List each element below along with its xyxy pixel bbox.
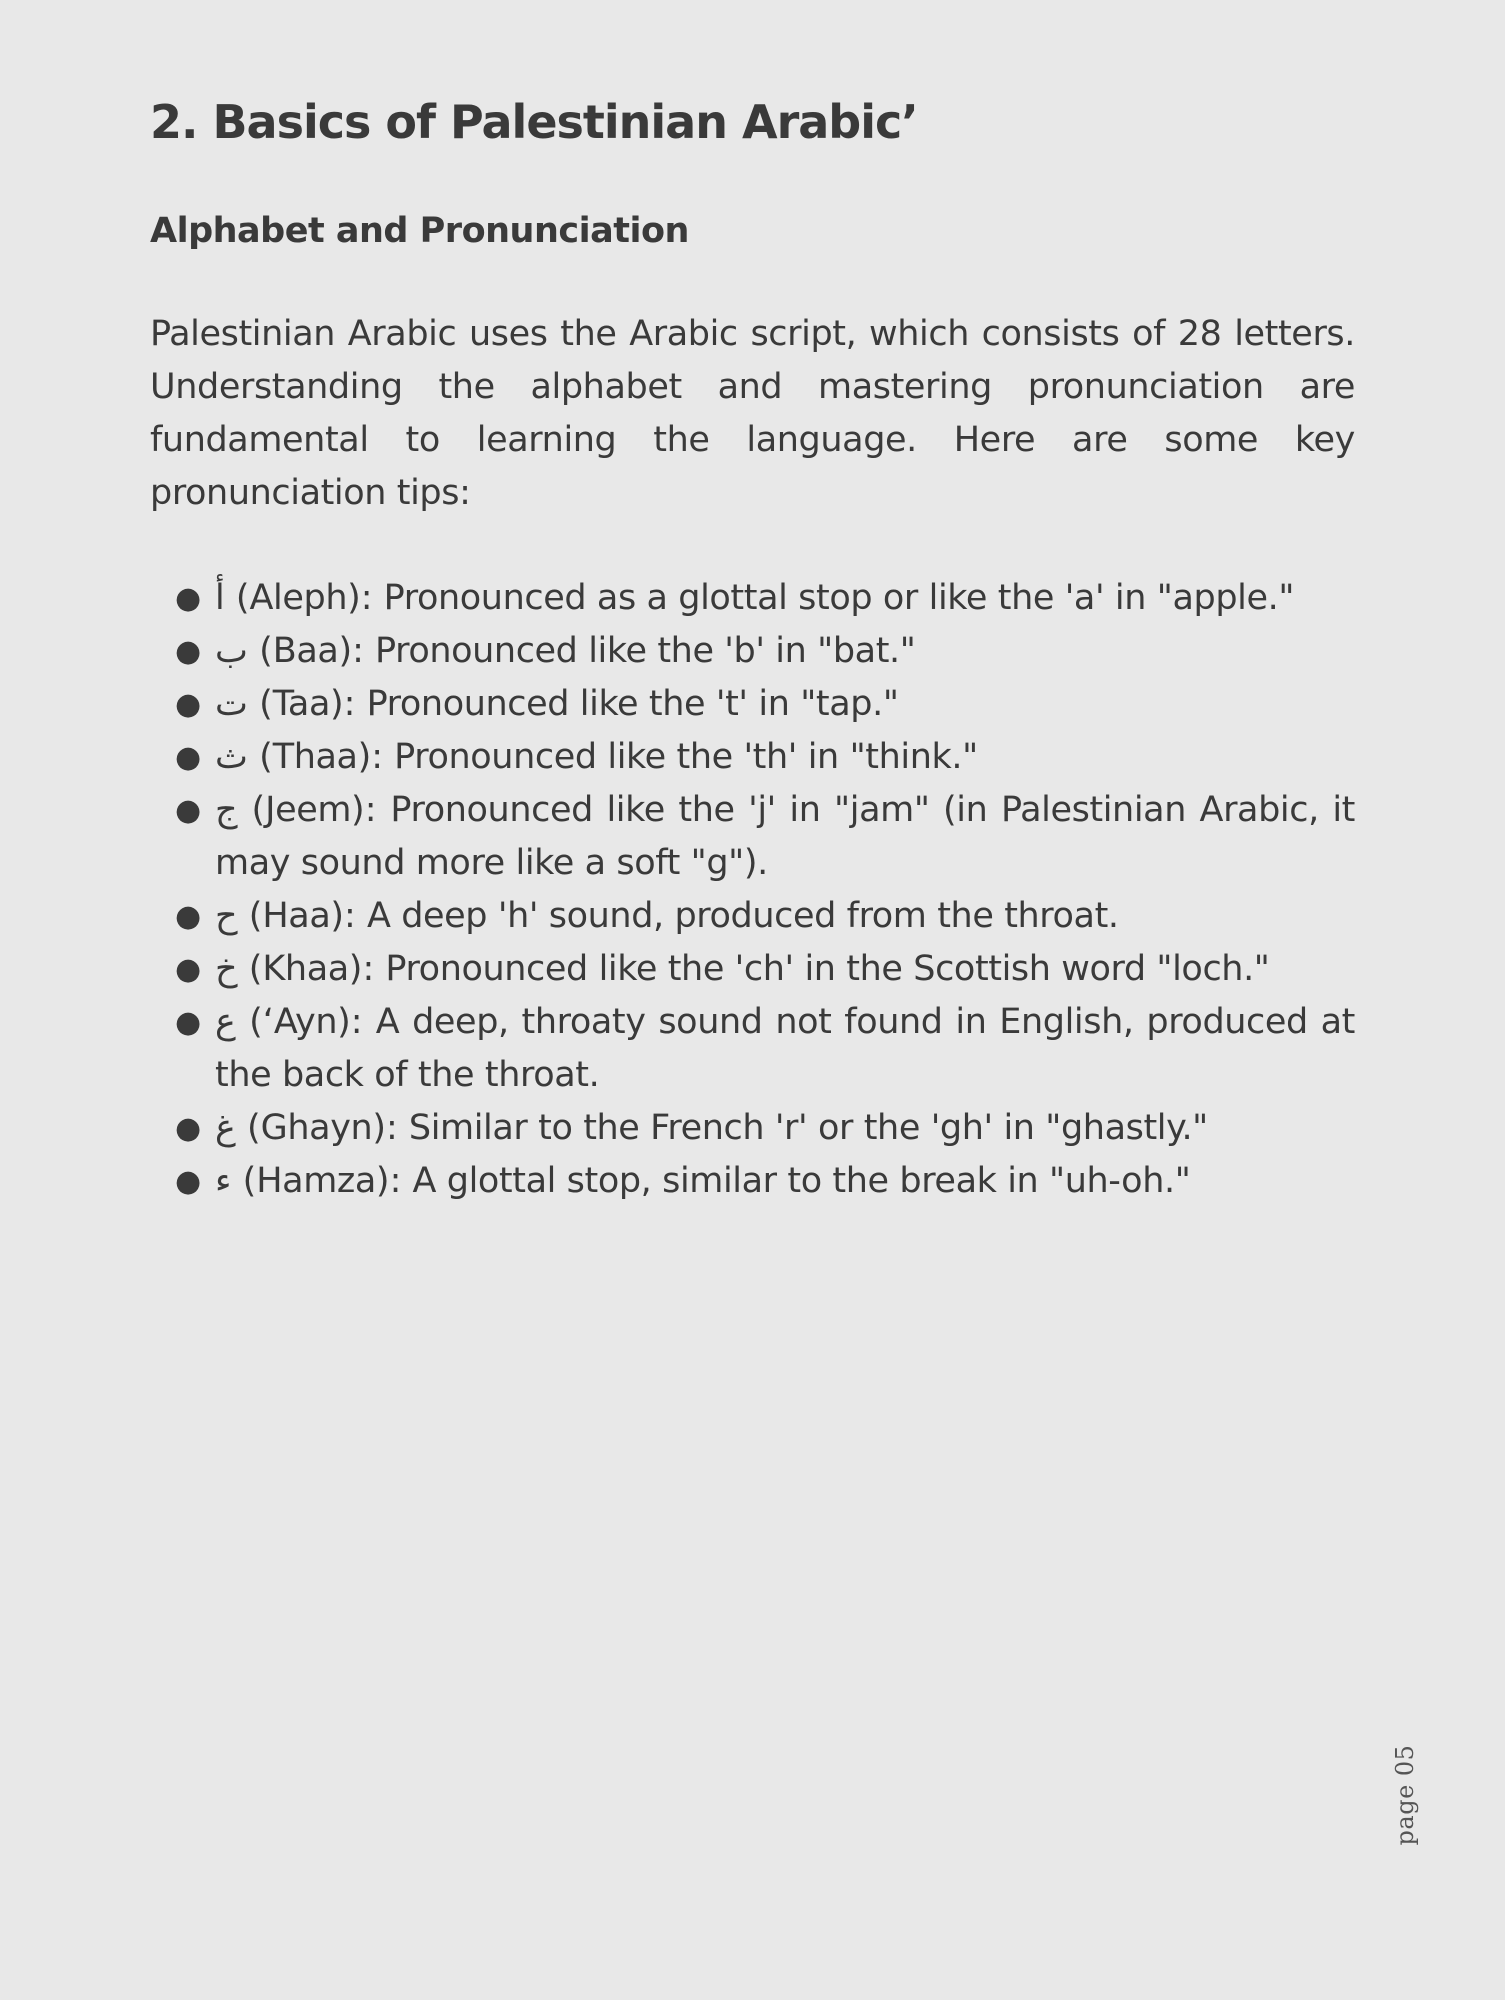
bullet-icon: ● <box>175 793 201 828</box>
list-item <box>175 731 1355 784</box>
list-item <box>175 943 1355 996</box>
bullet-icon: ● <box>175 899 201 934</box>
subsection-heading: Alphabet and Pronunciation <box>150 211 689 251</box>
document-page <box>150 90 1355 1208</box>
arabic-letter: ث <box>215 737 248 777</box>
bullet-icon: ● <box>175 634 201 669</box>
list-item <box>175 678 1355 731</box>
page-number: page 05 <box>1391 1744 1419 1846</box>
intro-paragraph: Palestinian Arabic uses the Arabic script, which consists of 28 letters. Understanding the alphabet and mastering pronunciation are fundamental to learning the language. Here are some key pronunciation tips: <box>150 314 1355 513</box>
tip-text: (‘Ayn): A deep, throaty sound not found in English, produced at the back of the throat. <box>215 1002 1355 1095</box>
tip-text: (Jeem): Pronounced like the 'j' in "jam" (in Palestinian Arabic, it may sound more like a soft "g"). <box>215 790 1355 883</box>
section-heading: 2. Basics of Palestinian Arabic’ <box>150 95 918 149</box>
tip-text: (Hamza): A glottal stop, similar to the break in "uh-oh." <box>231 1161 1191 1201</box>
bullet-icon: ● <box>175 1005 201 1040</box>
arabic-letter: خ <box>215 949 238 989</box>
tip-text: (Taa): Pronounced like the 't' in "tap." <box>247 684 899 724</box>
list-item <box>175 1102 1355 1155</box>
tip-text: (Aleph): Pronounced as a glottal stop or like the 'a' in "apple." <box>224 578 1295 618</box>
tip-text: (Thaa): Pronounced like the 'th' in "think." <box>247 737 978 777</box>
arabic-letter: ء <box>215 1161 232 1201</box>
list-item <box>175 784 1355 890</box>
arabic-letter: ت <box>215 684 248 724</box>
pronunciation-tips-list <box>150 572 1355 1208</box>
tip-text: (Baa): Pronounced like the 'b' in "bat." <box>247 631 916 671</box>
arabic-letter: ب <box>215 631 248 671</box>
arabic-letter: غ <box>215 1108 236 1148</box>
list-item <box>175 572 1355 625</box>
arabic-letter: ح <box>215 896 238 936</box>
tip-text: (Ghayn): Similar to the French 'r' or the 'gh' in "ghastly." <box>235 1108 1208 1148</box>
bullet-icon: ● <box>175 687 201 722</box>
list-item <box>175 996 1355 1102</box>
tip-text: (Khaa): Pronounced like the 'ch' in the Scottish word "loch." <box>237 949 1270 989</box>
bullet-icon: ● <box>175 581 201 616</box>
tip-text: (Haa): A deep 'h' sound, produced from the throat. <box>237 896 1119 936</box>
bullet-icon: ● <box>175 952 201 987</box>
bullet-icon: ● <box>175 1111 201 1146</box>
bullet-icon: ● <box>175 740 201 775</box>
arabic-letter: ع <box>215 1002 236 1042</box>
list-item <box>175 1155 1355 1208</box>
list-item <box>175 890 1355 943</box>
list-item <box>175 625 1355 678</box>
arabic-letter: ج <box>215 790 238 830</box>
bullet-icon: ● <box>175 1164 201 1199</box>
arabic-letter: أ <box>215 578 225 618</box>
